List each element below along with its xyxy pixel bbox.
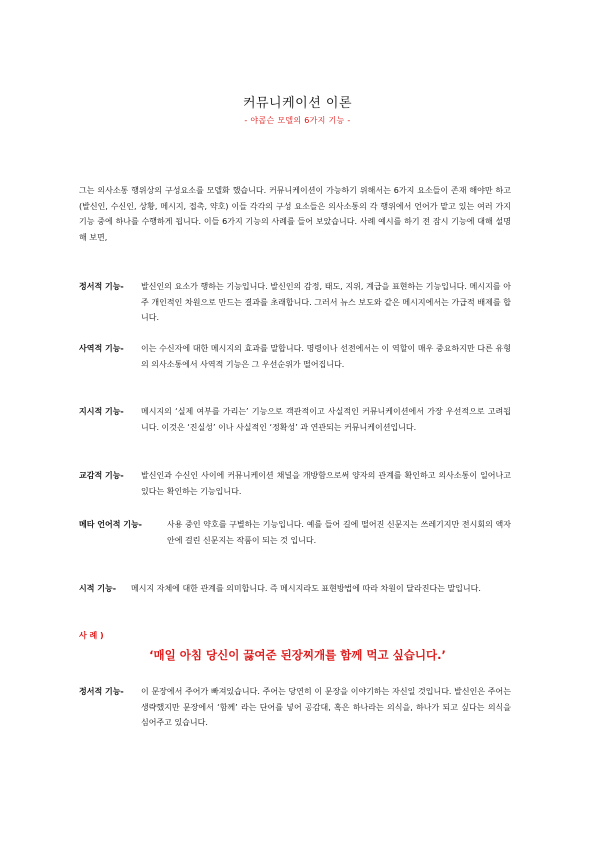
function-description: 발신인과 수신인 사이에 커뮤니케이션 채널을 개방함으로써 양자의 관계를 확인하고 의사소통이 일어나고 있다는 확인하는 기능입니다. bbox=[141, 471, 511, 496]
analysis-term: 정서적 기능- bbox=[79, 687, 124, 696]
example-analysis-emotive bbox=[79, 684, 511, 734]
document-title: 커뮤니케이션 이론 bbox=[242, 96, 353, 111]
function-term: 지시적 기능- bbox=[79, 407, 124, 416]
function-description: 사용 중인 약호를 구별하는 기능입니다. 예를 들어 길에 떨어진 신문지는 쓰레기지만 전시회의 액자 안에 걸린 신문지는 작품이 되는 것 입니다. bbox=[167, 520, 511, 545]
function-item-referential bbox=[79, 404, 511, 454]
intro-paragraph: 그는 의사소통 행위상의 구성요소를 모델화 했습니다. 커뮤니케이션이 가능하기 위해서는 6가지 요소들이 존재 해야만 하고(발신인, 수신인, 상황, 메시지, 접촉, 약호) 이들 각각의 구성 요소들은 의사소통의 각 행위에서 언어가 맡고 있는 여러 가지 기능 중에 하나를 수행하게 됩니다. 이들 6가지 기능의 사례를 들어 보았습니다. 사례 예시를 하기 전 잠시 기능에 대해 설명해 보면, bbox=[79, 186, 511, 242]
function-item-emotive bbox=[79, 279, 511, 329]
function-item-phatic bbox=[79, 468, 511, 502]
example-quote: ‘매일 아침 당신이 끓여준 된장찌개를 함께 먹고 싶습니다.’ bbox=[149, 648, 446, 662]
analysis-description: 이 문장에서 주어가 빠져있습니다. 주어는 당연히 이 문장을 이야기하는 자신일 것입니다. 발신인은 주어는 생략했지만 문장에서 ‘함께’ 라는 단어를 넣어 공감대, 혹은 하나라는 의식을, 하나가 되고 싶다는 의식을 심어주고 있습니다. bbox=[141, 687, 511, 727]
document-subtitle: - 야콥슨 모델의 6가지 기능 - bbox=[244, 116, 351, 125]
function-term: 정서적 기능- bbox=[79, 282, 124, 291]
function-item-metalingual bbox=[79, 517, 511, 567]
function-description: 발신인의 요소가 행하는 기능입니다. 발신인의 감정, 태도, 지위, 계급을 표현하는 기능입니다. 메시지를 아주 개인적인 차원으로 만드는 결과를 초래합니다. 그러서 뉴스 보도와 같은 메시지에서는 가급적 배제를 합니다. bbox=[141, 282, 511, 322]
example-label: 사 례 ) bbox=[79, 631, 104, 640]
function-term: 교감적 기능- bbox=[79, 471, 124, 480]
function-term: 사역적 기능- bbox=[79, 344, 124, 353]
function-item-poetic bbox=[79, 581, 511, 615]
function-description: 메시지 자체에 대한 관계를 의미합니다. 즉 메시지라도 표현방법에 따라 차원이 달라진다는 말입니다. bbox=[131, 584, 481, 593]
function-item-conative bbox=[79, 341, 511, 391]
function-description: 이는 수신자에 대한 메시지의 효과를 말합니다. 명령이나 선전에서는 이 역할이 매우 중요하지만 다른 유형의 의사소통에서 사역적 기능은 그 우선순위가 떨어집니다. bbox=[141, 344, 511, 369]
function-term: 메타 언어적 기능- bbox=[79, 520, 142, 529]
function-description: 메시지의 ‘실제 여부를 가리는’ 기능으로 객관적이고 사실적인 커뮤니케이션에서 가장 우선적으로 고려됩니다. 이것은 ‘진실성’ 이나 사실적인 ‘정확성’ 과 연관되는 커뮤니케이션입니다. bbox=[141, 407, 511, 432]
function-term: 시적 기능- bbox=[79, 584, 117, 593]
